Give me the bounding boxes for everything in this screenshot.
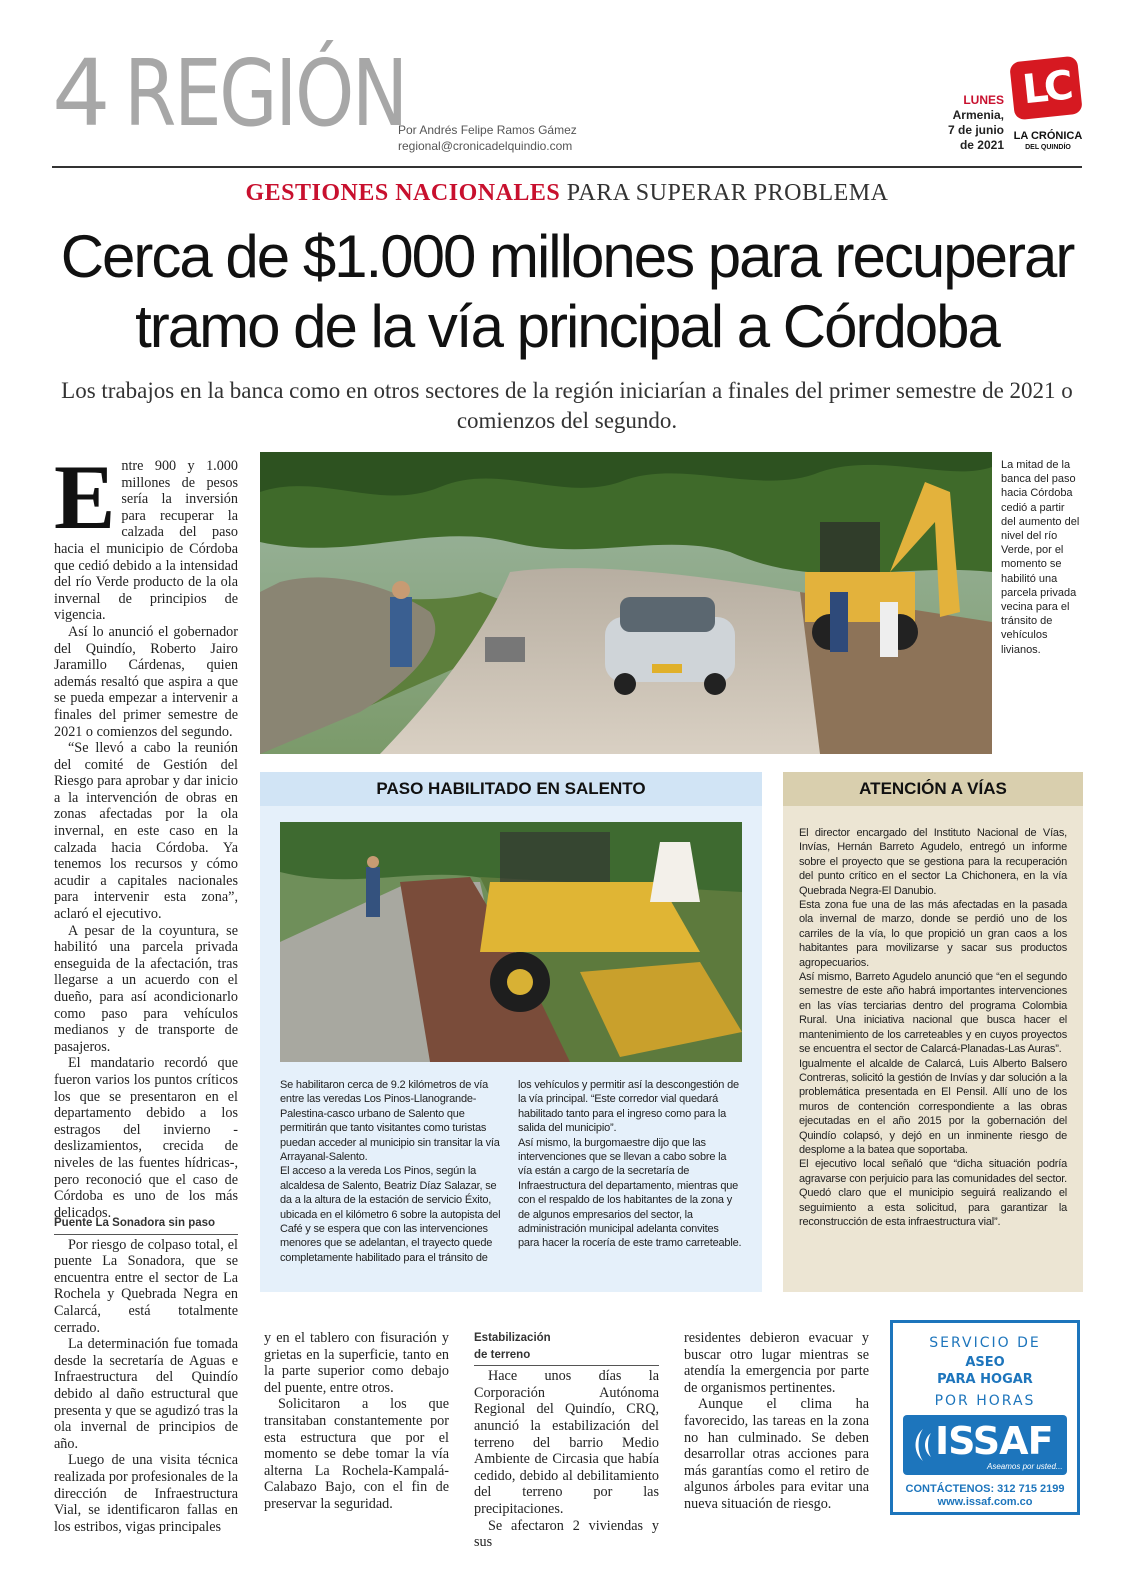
paragraph: Se habilitaron cerca de 9.2 kilómetros de vía entre las veredas Los Pinos-Llanogrande-Palestina-casco urbano de Salento que permitirán que tanto visitantes como turistas puedan acceder al municipio sin transitar la vía Arrayanal-Salento. [280, 1079, 500, 1164]
kicker-highlight: GESTIONES NACIONALES [245, 180, 561, 206]
photo-caption: La mitad de la banca del paso hacia Córdoba cedió a partir del aumento del nivel del río Verde, por el momento se habilitó una parcela privada vecina para el tránsito de vehículos livianos. [1001, 459, 1080, 656]
issaf-logo-icon [909, 1427, 937, 1463]
paragraph: A pesar de la coyuntura, se habilitó una parcela privada enseguida de la afectación, tras llegarse a un acuerdo con el dueño, para así acondicionarlo como paso para vehículos medianos y de transporte de pasajeros. [54, 922, 238, 1055]
paragraph: los vehículos y permitir así la descongestión de la vía principal. “Este corredor vial quedará habilitado tanto para el ingreso como para la salida del municipio”. [518, 1079, 739, 1135]
paragraph: Por riesgo de colpaso total, el puente La Sonadora, que se encuentra entre el sector de La Rochela y Quebrada Negra en Calarcá, está totalmente cerrado. [54, 1236, 238, 1336]
paragraph: y en el tablero con fisuración y grietas en la superficie, tanto en la parte superior como debajo del puente, entre otros. [264, 1330, 449, 1396]
header-rule [52, 166, 1082, 168]
paragraph: Luego de una visita técnica realizada por profesionales de la dirección de Infraestructura Vial, se identificaron fallas en los estribos, vigas principales [54, 1452, 238, 1535]
byline-email[interactable]: regional@cronicadelquindio.com [398, 139, 573, 153]
box-column-2 [518, 1078, 742, 1251]
ad-line-2: ASEO PARA HOGAR [937, 1355, 1033, 1387]
lead-paragraph: Entre 900 y 1.000 millones de pesos sería la inversión para recuperar la calzada del paso hacia el municipio de Córdoba que cedió debido a la intensidad del río Verde producto de la ola invernal de principios de vigencia. [54, 446, 238, 624]
paragraph: Igualmente el alcalde de Calarcá, Luis Alberto Balsero Contreras, solicitó la gestión de Invías y dar solución a la problemática presentada en El Pensil. Allí uno de los muros de contención correspondiente a las obras ejecutadas en el año 2015 por la gobernación del Quindío colapsó, y dejó en un inminente riesgo de desplome a la batea que soportaba. [799, 1057, 1067, 1156]
subhead-sonadora: Puente La Sonadora sin paso [54, 1215, 238, 1235]
section-name: REGIÓN [124, 40, 406, 147]
photo-road-collapse-image [260, 452, 992, 754]
deck: Los trabajos en la banca como en otros sectores de la región iniciarían a finales del primer semestre de 2021 o comienzos del segundo. [61, 378, 1073, 433]
box-title-vias: ATENCIÓN A VÍAS [783, 772, 1083, 806]
kicker-rest: PARA SUPERAR PROBLEMA [560, 180, 889, 206]
issue-day: LUNES [963, 93, 1004, 107]
issue-city: Armenia, [952, 108, 1004, 122]
paragraph: Aunque el clima ha favorecido, las tareas en la zona no han culminado. Se deben desarrollar otras acciones para más garantías como el retiro de algunos árboles para evitar una nueva situación de riesgo. [684, 1396, 869, 1512]
worker [366, 867, 380, 917]
ad-brand: ISSAF [935, 1419, 1053, 1463]
ad-web[interactable]: www.issaf.com.co [937, 1496, 1033, 1508]
ad-line-3: POR HORAS [934, 1393, 1036, 1409]
box-vias-text [799, 826, 1067, 1229]
paragraph: Así lo anunció el gobernador del Quindío, Roberto Jairo Jaramillo Cárdenas, quien además resaltó que aspira a que se pueda empezar a intervenir a finales del primer semestre de 2021 o comienzos del segundo. [54, 623, 238, 740]
photo-road-collapse [260, 452, 992, 754]
headline: Cerca de $1.000 millones para recuperar tramo de la vía principal a Córdoba [60, 223, 1074, 360]
dropcap: E [54, 446, 116, 548]
article-column-4 [684, 1330, 869, 1513]
section-number: 4 [52, 40, 109, 147]
subhead-estabilizacion: Estabilización de terreno [474, 1330, 659, 1366]
paragraph: La determinación fue tomada desde la secretaría de Aguas e Infraestructura del Quindío debido al daño estructural que presenta y que se agudizó tras la ola invernal de principios de año. [54, 1336, 238, 1452]
paragraph: El director encargado del Instituto Nacional de Vías, Invías, Hernán Barreto Agudelo, entregó un informe sobre el proyecto que se gestiona para la recuperación del punto crítico en el sector La Chichonera, en la vía Quebrada Negra-El Danubio. [799, 827, 1067, 897]
ad-tagline: Aseamos por usted... [987, 1462, 1063, 1471]
byline-author: Por Andrés Felipe Ramos Gámez [398, 123, 577, 137]
paragraph: Solicitaron a los que transitaban constantemente por esta estructura que por el momento se debe tomar la vía alterna La Rochela-Kampalá-Calabazo Bajo, con el fin de preservar la seguridad. [264, 1396, 449, 1512]
paragraph: residentes debieron evacuar y buscar otro lugar mientras se atendía la emergencia por parte de organismos pertinentes. [684, 1330, 869, 1396]
article-column-1 [54, 446, 238, 1221]
article-column-1b [54, 1215, 238, 1535]
photo-backhoe-salento [280, 822, 742, 1062]
photo-backhoe-image [280, 822, 742, 1062]
paragraph: Esta zona fue una de las más afectadas en la pasada ola invernal de marzo, donde se perdió uno de los carriles de la vía, lo que propició un gran caos a los habitantes para movilizarse y sacar sus productos agropecuarios. [799, 899, 1067, 969]
issue-date-text: 7 de junio [947, 123, 1004, 137]
ad-contact [893, 1483, 1077, 1509]
kicker [52, 180, 1082, 207]
paragraph: El acceso a la vereda Los Pinos, según la alcaldesa de Salento, Beatriz Díaz Salazar, se da a la altura de la estación de servicio Éxito, ubicada en el kilómetro 6 sobre la autopista del Café y se espera que con las intervenciones menores que se adelantan, el trayecto quede completamente habilitado para el tránsito de [280, 1165, 501, 1264]
byline [398, 122, 577, 154]
paragraph: “Se llevó a cabo la reunión del comité de Gestión del Riesgo para aprobar y dar inicio a la intervención de obras en zonas afectadas por la ola invernal, en este caso en la calzada hacia Córdoba. Ya tenemos los recursos y cómo acudir a capitales nacionales para intervenir esta zona”, aclaró el ejecutivo. [54, 740, 238, 923]
advertisement-issaf[interactable] [890, 1320, 1080, 1515]
box-title-salento: PASO HABILITADO EN SALENTO [260, 772, 762, 806]
ad-line-1: SERVICIO DE [929, 1335, 1041, 1351]
article-column-2 [264, 1330, 449, 1513]
issue-date [948, 93, 1004, 153]
paragraph: Se afectaron 2 viviendas y sus [474, 1517, 659, 1551]
ad-phone: CONTÁCTENOS: 312 715 2199 [905, 1483, 1065, 1495]
box-column-1 [280, 1078, 504, 1265]
paragraph: Así mismo, la burgomaestre dijo que las intervenciones que se llevan a cabo sobre la vía están a cargo de la secretaría de Infraestructura del departamento, mientras que con el respaldo de los habitantes de la zona y de algunos empresarios del sector, la administración municipal adelanta convites para hacer la rocería de este tramo carreteable. [518, 1136, 742, 1250]
newspaper-logo-name [1008, 131, 1088, 153]
logo-name: LA CRÓNICA [1013, 130, 1083, 142]
paragraph: El mandatario recordó que fueron varios los puntos críticos los que se presentaron en el departamento debido a los estragos del invierno -deslizamientos, crecida de niveles de las fuentes hídricas-, pero reconoció que el caso de Córdoba es uno de los más delicados. [54, 1055, 238, 1221]
issue-year: de 2021 [959, 138, 1004, 152]
paragraph: El ejecutivo local señaló que “dicha situación podría agravarse con perjuicio para las comunidades del sector. Quedó claro que el municipio seguirá realizando el seguimiento a esta solicitud, para garantizar la reconstrucción de esta infraestructura vial”. [799, 1158, 1067, 1228]
article-column-3 [474, 1330, 659, 1551]
paragraph: Así mismo, Barreto Agudelo anunció que “en el segundo semestre de este año habrá importantes intervenciones en las vías terciarias dentro del programa Colombia Rural. Una iniciativa nacional que busca hacer el mantenimiento de los carreteables y en cuyos proyectos se encuentra el sector de Calarcá-Planadas-Las Auras”. [799, 971, 1067, 1056]
logo-region: DEL QUINDÍO [1025, 144, 1071, 151]
newspaper-logo: LC [1009, 56, 1083, 121]
paragraph: Hace unos días la Corporación Autónoma Regional del Quindío, CRQ, anunció la estabilización del terreno del barrio Medio Ambiente de Circasia que había cedido, debido al debilitamiento del terreno por las precipitaciones. [474, 1368, 659, 1517]
